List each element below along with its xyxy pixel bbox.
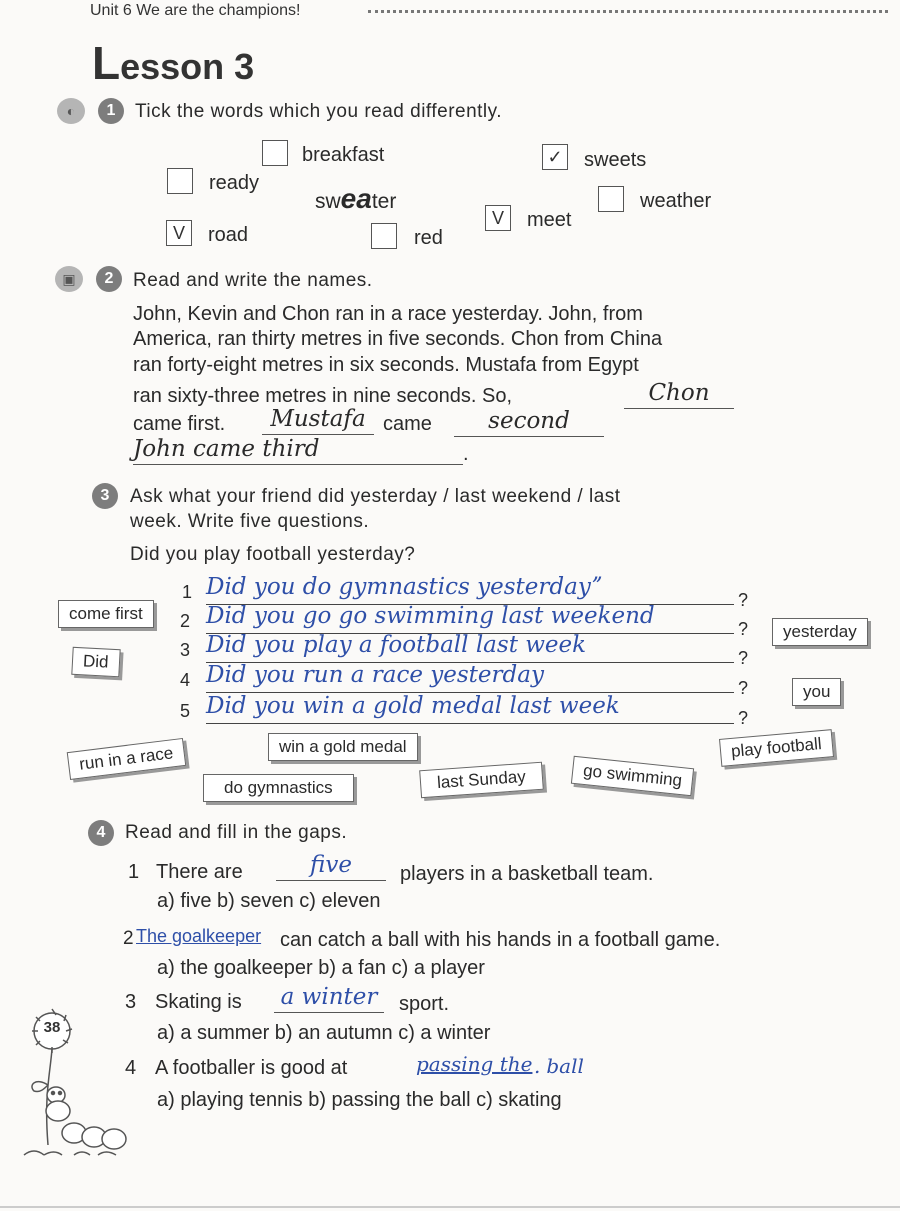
question-mark: ?	[738, 619, 749, 639]
word-sweets: sweets	[584, 149, 647, 171]
gap-item-post: can catch a ball with his hands in a football game.	[280, 929, 721, 951]
question-number: 4	[180, 670, 191, 690]
question-mark: ?	[738, 648, 749, 668]
gap-answer[interactable]: The goalkeeper	[136, 926, 262, 946]
gap-item-pre: Skating is	[155, 991, 242, 1013]
exercise-1-number: 1	[98, 98, 124, 124]
gap-item-number: 3	[125, 991, 137, 1013]
word-weather: weather	[640, 190, 712, 212]
gap-answer-ball: . ball	[534, 1054, 584, 1078]
gap-item-post: players in a basketball team.	[400, 863, 654, 885]
question-number: 3	[180, 640, 191, 660]
word-red: red	[414, 227, 443, 249]
gap-item-options: a) the goalkeeper b) a fan c) a player	[157, 957, 485, 979]
gap-item-options: a) a summer b) an autumn c) a winter	[157, 1022, 491, 1044]
word-sweater	[315, 183, 396, 215]
word-breakfast: breakfast	[302, 144, 385, 166]
question-mark: ?	[738, 678, 749, 698]
lesson-title-rest: esson 3	[120, 46, 255, 87]
word-card: win a gold medal	[268, 733, 418, 761]
listen-icon: ◐	[57, 98, 85, 124]
sweater-prefix: sw	[315, 190, 341, 213]
gap-item-post: sport.	[399, 993, 450, 1015]
question-number: 5	[180, 701, 191, 721]
checkbox-red[interactable]	[371, 223, 397, 249]
word-card: come first	[58, 600, 154, 628]
word-card: last Sunday	[419, 762, 543, 799]
exercise-3-instruction-2: week. Write five questions.	[130, 511, 370, 532]
answer-third[interactable]: John came third	[133, 436, 463, 465]
lesson-title-initial: L	[92, 37, 121, 89]
question-number: 1	[182, 582, 193, 602]
word-card: go swimming	[571, 756, 694, 797]
gap-item-number: 2	[123, 928, 134, 949]
answer-second[interactable]: second	[454, 408, 604, 437]
exercise-2-number: 2	[96, 266, 122, 292]
sweater-suffix: ter	[371, 190, 397, 213]
word-card: run in a race	[67, 738, 186, 780]
question-answer[interactable]: Did you do gymnastics yesterdayˮ	[206, 574, 734, 605]
question-number: 2	[180, 611, 191, 631]
ex2-line-2: America, ran thirty metres in five seconds. Chon from China	[133, 328, 663, 350]
checkbox-ready[interactable]	[167, 168, 193, 194]
gap-answer[interactable]: five	[276, 852, 386, 881]
checkbox-breakfast[interactable]	[262, 140, 288, 166]
gap-item-number: 1	[128, 861, 140, 883]
ex2-came: came	[383, 413, 432, 435]
read-write-icon: ▣	[55, 266, 83, 292]
question-mark: ?	[738, 590, 749, 610]
gap-item-options: a) playing tennis b) passing the ball c) skating	[157, 1089, 562, 1111]
word-card: do gymnastics	[203, 774, 354, 802]
ex2-came-first: came first.	[133, 413, 226, 435]
exercise-4-instruction: Read and fill in the gaps.	[125, 822, 348, 843]
word-card: play football	[719, 729, 834, 767]
lesson-title	[92, 36, 254, 90]
sunflower-caterpillar-illustration	[14, 1005, 137, 1165]
checkbox-road[interactable]: V	[166, 220, 192, 246]
gap-answer[interactable]: a winter	[274, 984, 384, 1013]
ex2-line-3: ran forty-eight metres in six seconds. Mustafa from Egypt	[133, 354, 639, 376]
gap-item-number: 4	[125, 1057, 137, 1079]
word-card: Did	[71, 647, 120, 677]
question-answer[interactable]: Did you play a football last week	[206, 632, 734, 663]
question-answer[interactable]: Did you run a race yesterday	[206, 662, 734, 693]
gap-answer-ball-word: ball	[546, 1054, 584, 1078]
sweater-ea: ea	[340, 183, 372, 214]
gap-item-options: a) five b) seven c) eleven	[157, 890, 381, 912]
checkbox-meet[interactable]: V	[485, 205, 511, 231]
gap-item-pre: A footballer is good at	[155, 1057, 348, 1079]
word-ready: ready	[209, 172, 260, 194]
word-card: yesterday	[772, 618, 868, 646]
question-mark: ?	[738, 708, 749, 728]
running-header: Unit 6 We are the champions!	[90, 2, 301, 19]
exercise-1-instruction: Tick the words which you read differently.	[135, 101, 503, 122]
page-number: 38	[43, 1019, 61, 1036]
exercise-3-number: 3	[92, 483, 118, 509]
question-answer[interactable]: Did you win a gold medal last week	[206, 693, 734, 724]
checkbox-sweets[interactable]: ✓	[542, 144, 568, 170]
gap-item-pre: There are	[156, 861, 243, 883]
exercise-2-instruction: Read and write the names.	[133, 270, 373, 291]
ex2-line-4: ran sixty-three metres in nine seconds. So,	[133, 385, 513, 407]
ex2-period: .	[463, 443, 469, 465]
answer-first[interactable]: Chon	[624, 380, 734, 409]
word-road: road	[208, 224, 249, 246]
exercise-4-number: 4	[88, 820, 114, 846]
question-answer[interactable]: Did you go go swimming last weekend	[206, 603, 734, 634]
answer-second-name[interactable]: Mustafa	[262, 406, 374, 435]
header-dots	[368, 10, 888, 13]
word-meet: meet	[527, 209, 572, 231]
checkbox-weather[interactable]	[598, 186, 624, 212]
exercise-3-instruction-1: Ask what your friend did yesterday / last weekend / last	[130, 486, 621, 507]
page-bottom-edge	[0, 1206, 900, 1208]
gap-answer[interactable]: passing the	[416, 1052, 533, 1076]
exercise-3-example: Did you play football yesterday?	[130, 544, 416, 565]
ex2-line-1: John, Kevin and Chon ran in a race yesterday. John, from	[133, 303, 643, 325]
word-card: you	[792, 678, 841, 706]
